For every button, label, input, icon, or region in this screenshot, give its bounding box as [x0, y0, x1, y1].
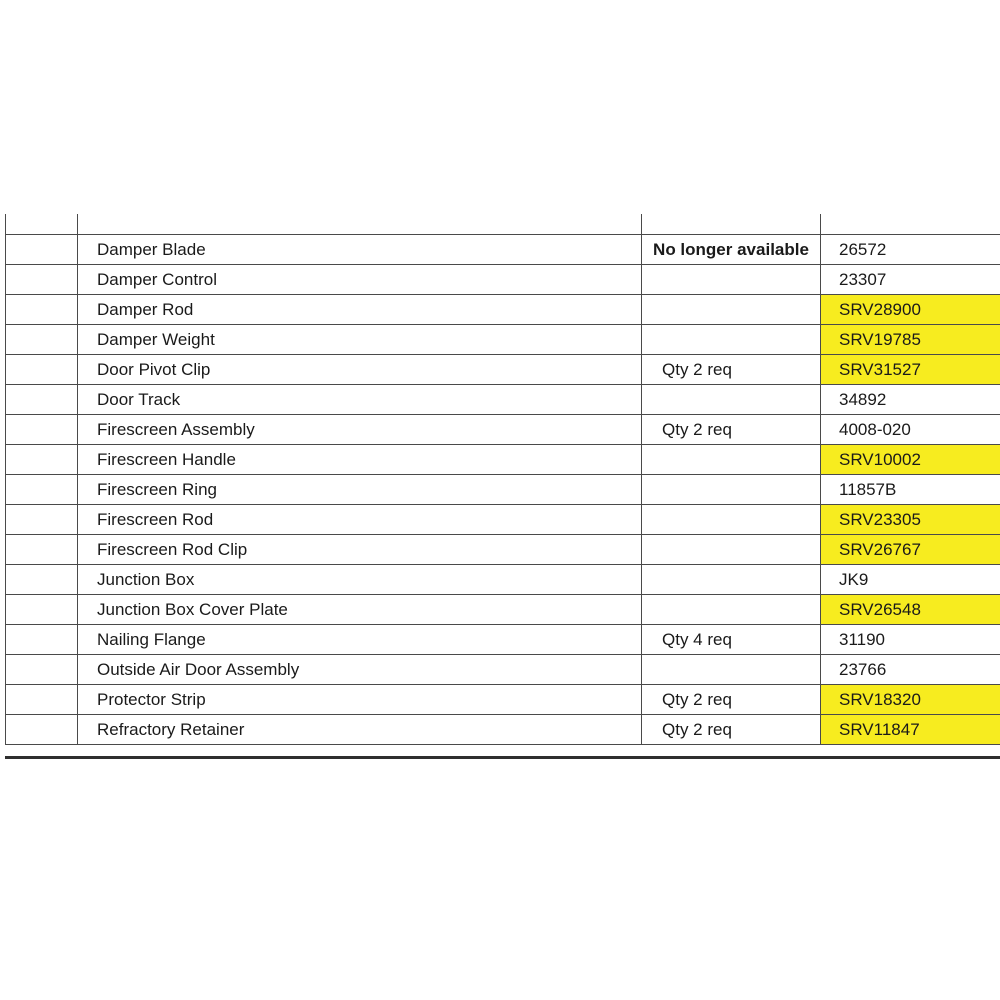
- table-row: [6, 535, 1000, 565]
- table-cell-blank: [6, 595, 78, 625]
- part-note: Qty 2 req: [642, 715, 821, 745]
- table-row: [6, 385, 1000, 415]
- part-note: [642, 475, 821, 505]
- part-description: Firescreen Rod Clip: [78, 535, 642, 565]
- part-number-highlighted: SRV26767: [821, 535, 1000, 565]
- table-row: [6, 565, 1000, 595]
- part-description: Damper Weight: [78, 325, 642, 355]
- part-number: JK9: [821, 565, 1000, 595]
- table-cell-blank: [6, 625, 78, 655]
- part-number-highlighted: SRV31527: [821, 355, 1000, 385]
- parts-list-document: [5, 214, 1000, 758]
- part-description: Outside Air Door Assembly: [78, 655, 642, 685]
- part-number-highlighted: SRV10002: [821, 445, 1000, 475]
- table-row: [6, 625, 1000, 655]
- table-row: [6, 295, 1000, 325]
- parts-table-body: [6, 214, 1000, 745]
- table-row: [6, 415, 1000, 445]
- table-bottom-border: [5, 756, 1000, 759]
- part-number: 4008-020: [821, 415, 1000, 445]
- table-cell-blank: [6, 355, 78, 385]
- table-row: [6, 235, 1000, 265]
- part-number: 11857B: [821, 475, 1000, 505]
- part-description: Firescreen Rod: [78, 505, 642, 535]
- table-row: [6, 265, 1000, 295]
- part-description: Damper Blade: [78, 235, 642, 265]
- part-note: [642, 385, 821, 415]
- part-description: Firescreen Assembly: [78, 415, 642, 445]
- table-cell-part-number: [821, 214, 1000, 235]
- table-cell-blank: [6, 445, 78, 475]
- table-cell-blank: [6, 385, 78, 415]
- table-row: [6, 505, 1000, 535]
- part-description: Damper Control: [78, 265, 642, 295]
- part-note: Qty 2 req: [642, 415, 821, 445]
- part-number: 31190: [821, 625, 1000, 655]
- part-description: Damper Rod: [78, 295, 642, 325]
- part-number-highlighted: SRV18320: [821, 685, 1000, 715]
- table-row: [6, 445, 1000, 475]
- part-description: Door Pivot Clip: [78, 355, 642, 385]
- part-description: Protector Strip: [78, 685, 642, 715]
- part-note: Qty 4 req: [642, 625, 821, 655]
- table-cell-blank: [6, 295, 78, 325]
- table-cell-blank: [6, 325, 78, 355]
- table-cell-blank: [6, 565, 78, 595]
- part-note: [642, 445, 821, 475]
- part-number-highlighted: SRV11847: [821, 715, 1000, 745]
- table-row: [6, 685, 1000, 715]
- part-note: [642, 265, 821, 295]
- part-note: [642, 295, 821, 325]
- part-description: Firescreen Ring: [78, 475, 642, 505]
- table-cell-blank: [6, 265, 78, 295]
- table-cell-blank: [6, 535, 78, 565]
- part-note: [642, 655, 821, 685]
- part-note: [642, 565, 821, 595]
- part-number: 23307: [821, 265, 1000, 295]
- parts-table: [5, 214, 1000, 745]
- part-number-highlighted: SRV19785: [821, 325, 1000, 355]
- table-row: [6, 325, 1000, 355]
- part-number: 34892: [821, 385, 1000, 415]
- part-note: No longer available: [642, 235, 821, 265]
- part-description: Junction Box: [78, 565, 642, 595]
- table-row: [6, 355, 1000, 385]
- table-row: [6, 655, 1000, 685]
- part-description: Firescreen Handle: [78, 445, 642, 475]
- part-note: [642, 595, 821, 625]
- part-number-highlighted: SRV26548: [821, 595, 1000, 625]
- table-row: [6, 715, 1000, 745]
- table-cell-blank: [6, 505, 78, 535]
- table-cell-blank: [6, 655, 78, 685]
- part-number-highlighted: SRV23305: [821, 505, 1000, 535]
- table-cell-blank: [6, 214, 78, 235]
- part-note: Qty 2 req: [642, 355, 821, 385]
- part-note: [642, 505, 821, 535]
- part-note: [642, 535, 821, 565]
- part-note: Qty 2 req: [642, 685, 821, 715]
- table-cell-blank: [6, 685, 78, 715]
- part-description: Refractory Retainer: [78, 715, 642, 745]
- table-cell-blank: [6, 235, 78, 265]
- part-number: 26572: [821, 235, 1000, 265]
- table-cell-blank: [6, 715, 78, 745]
- part-number: 23766: [821, 655, 1000, 685]
- table-cell-blank: [6, 475, 78, 505]
- table-row: [6, 595, 1000, 625]
- part-description: Nailing Flange: [78, 625, 642, 655]
- table-row-partial-top: [6, 214, 1000, 235]
- part-description: Door Track: [78, 385, 642, 415]
- part-description: Junction Box Cover Plate: [78, 595, 642, 625]
- table-row: [6, 475, 1000, 505]
- part-note: [642, 325, 821, 355]
- table-cell-note: [642, 214, 821, 235]
- part-number-highlighted: SRV28900: [821, 295, 1000, 325]
- table-cell-blank: [6, 415, 78, 445]
- table-cell-description: [78, 214, 642, 235]
